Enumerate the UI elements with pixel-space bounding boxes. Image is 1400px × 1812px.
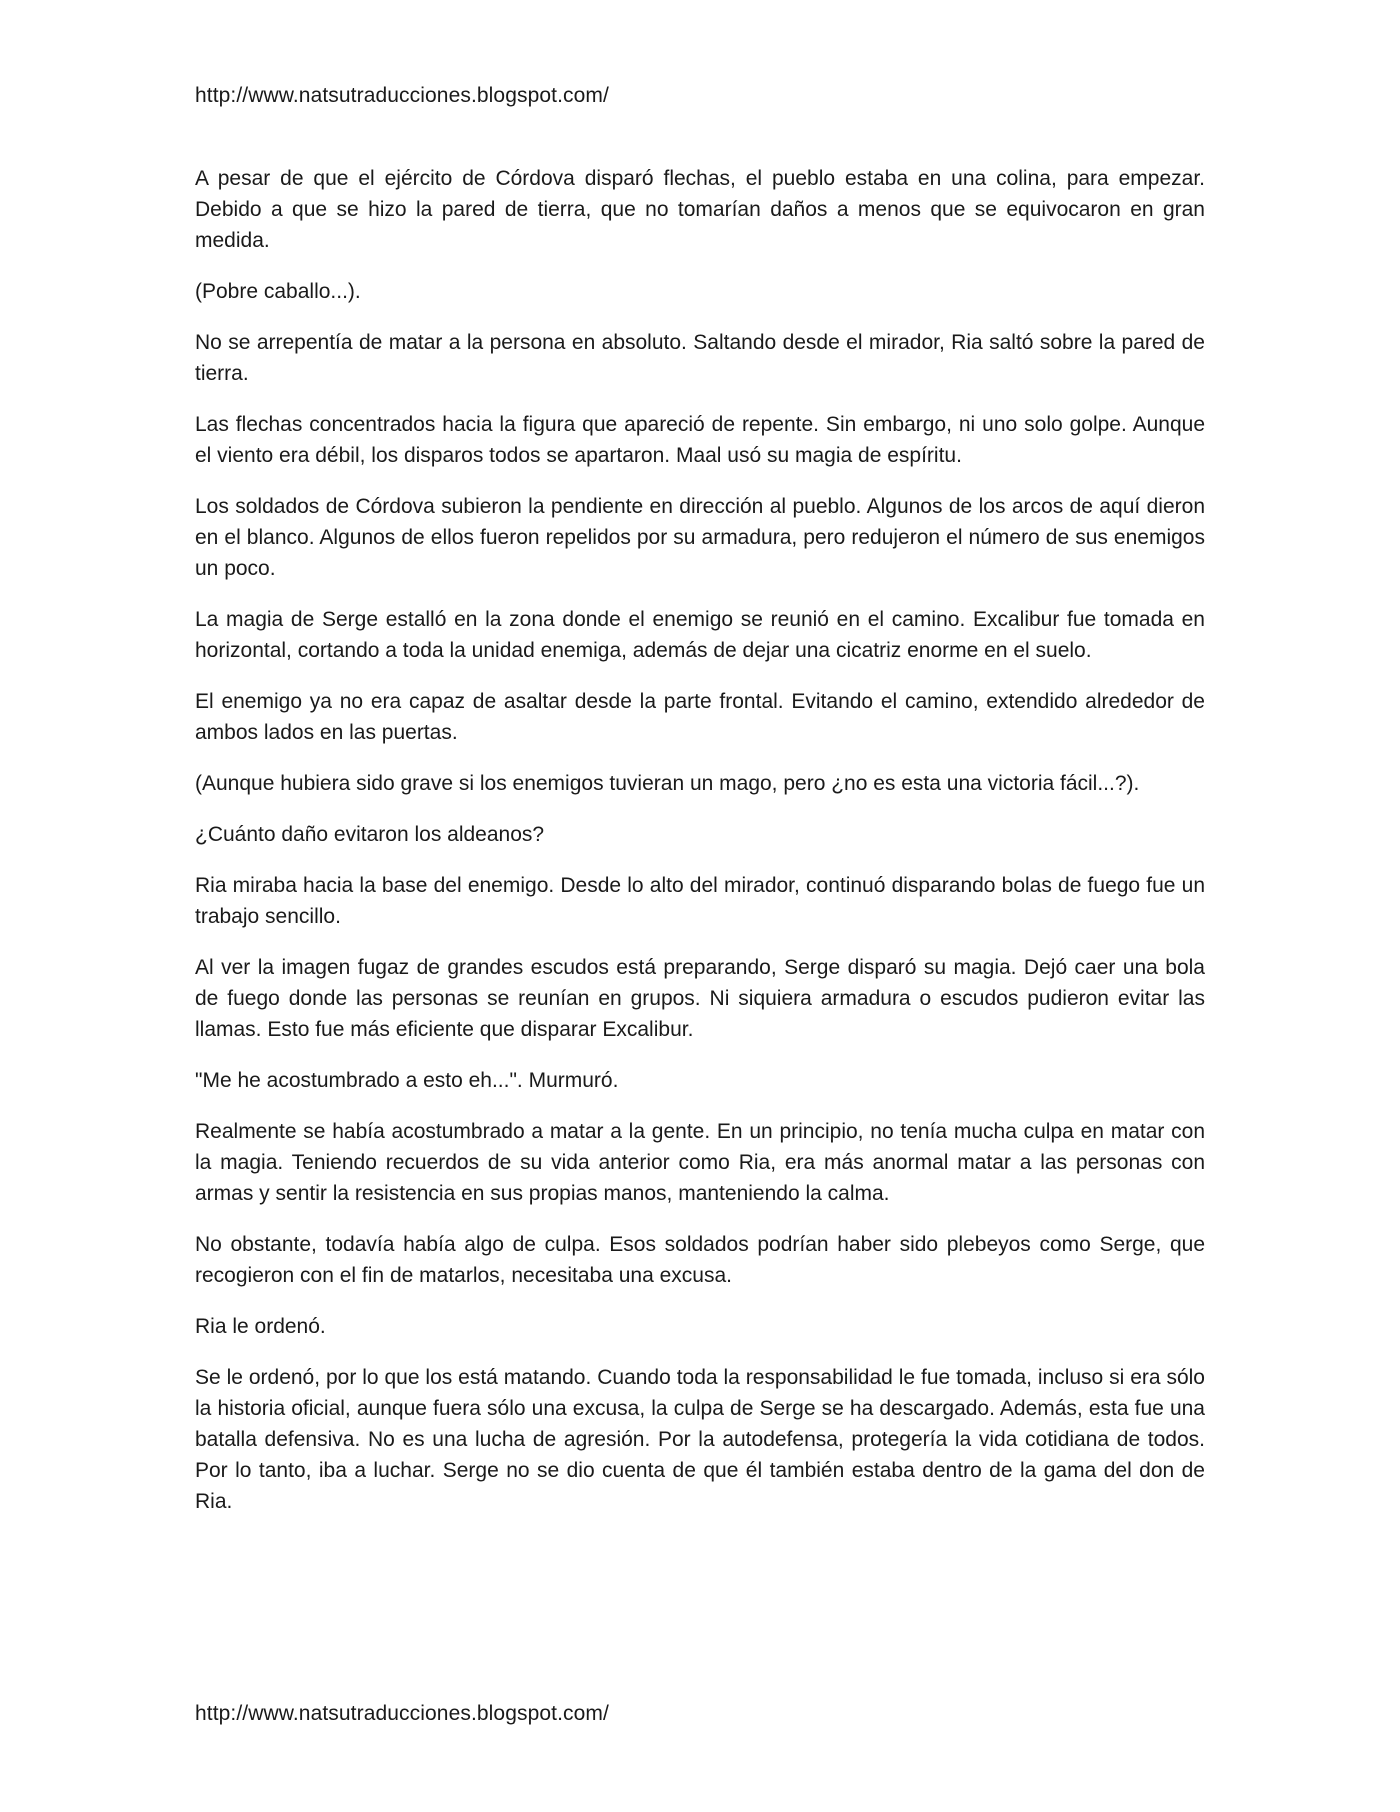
paragraph-3: No se arrepentía de matar a la persona en absoluto. Saltando desde el mirador, Ria saltó sobre la pared de tierra. [195,331,1205,385]
document-body [195,163,1205,1537]
paragraph-11: Al ver la imagen fugaz de grandes escudos está preparando, Serge disparó su magia. Dejó caer una bola de fuego donde las personas se reunían en grupos. Ni siquiera armadura o escudos pudieron evitar las llamas. Esto fue más eficiente que disparar Excalibur. [195,956,1205,1041]
paragraph-6: La magia de Serge estalló en la zona donde el enemigo se reunió en el camino. Excalibur fue tomada en horizontal, cortando a toda la unidad enemiga, además de dejar una cicatriz enorme en el suelo. [195,608,1205,662]
paragraph-7: El enemigo ya no era capaz de asaltar desde la parte frontal. Evitando el camino, extendido alrededor de ambos lados en las puertas. [195,690,1205,744]
paragraph-14: No obstante, todavía había algo de culpa. Esos soldados podrían haber sido plebeyos como Serge, que recogieron con el fin de matarlos, necesitaba una excusa. [195,1233,1205,1287]
header-url[interactable]: http://www.natsutraducciones.blogspot.com/ [195,84,609,107]
paragraph-10: Ria miraba hacia la base del enemigo. Desde lo alto del mirador, continuó disparando bolas de fuego fue un trabajo sencillo. [195,874,1205,928]
footer-url[interactable]: http://www.natsutraducciones.blogspot.com/ [195,1702,609,1725]
paragraph-8: (Aunque hubiera sido grave si los enemigos tuvieran un mago, pero ¿no es esta una victoria fácil...?). [195,772,1140,795]
paragraph-4: Las flechas concentrados hacia la figura que apareció de repente. Sin embargo, ni uno solo golpe. Aunque el viento era débil, los disparos todos se apartaron. Maal usó su magia de espíritu. [195,413,1205,467]
paragraph-2: (Pobre caballo...). [195,280,361,303]
paragraph-13: Realmente se había acostumbrado a matar a la gente. En un principio, no tenía mucha culpa en matar con la magia. Teniendo recuerdos de su vida anterior como Ria, era más anormal matar a las personas con armas y sentir la resistencia en sus propias manos, manteniendo la calma. [195,1120,1205,1205]
paragraph-16: Se le ordenó, por lo que los está matando. Cuando toda la responsabilidad le fue tomada, incluso si era sólo la historia oficial, aunque fuera sólo una excusa, la culpa de Serge se ha descargado. Además, esta fue una batalla defensiva. No es una lucha de agresión. Por la autodefensa, protegería la vida cotidiana de todos. Por lo tanto, iba a luchar. Serge no se dio cuenta de que él también estaba dentro de la gama del don de Ria. [195,1366,1205,1513]
paragraph-12: "Me he acostumbrado a esto eh...". Murmuró. [195,1069,619,1092]
paragraph-1: A pesar de que el ejército de Córdova disparó flechas, el pueblo estaba en una colina, para empezar. Debido a que se hizo la pared de tierra, que no tomarían daños a menos que se equivocaron en gran medida. [195,167,1205,252]
paragraph-9: ¿Cuánto daño evitaron los aldeanos? [195,823,545,846]
paragraph-5: Los soldados de Córdova subieron la pendiente en dirección al pueblo. Algunos de los arcos de aquí dieron en el blanco. Algunos de ellos fueron repelidos por su armadura, pero redujeron el número de sus enemigos un poco. [195,495,1205,580]
paragraph-15: Ria le ordenó. [195,1315,326,1338]
